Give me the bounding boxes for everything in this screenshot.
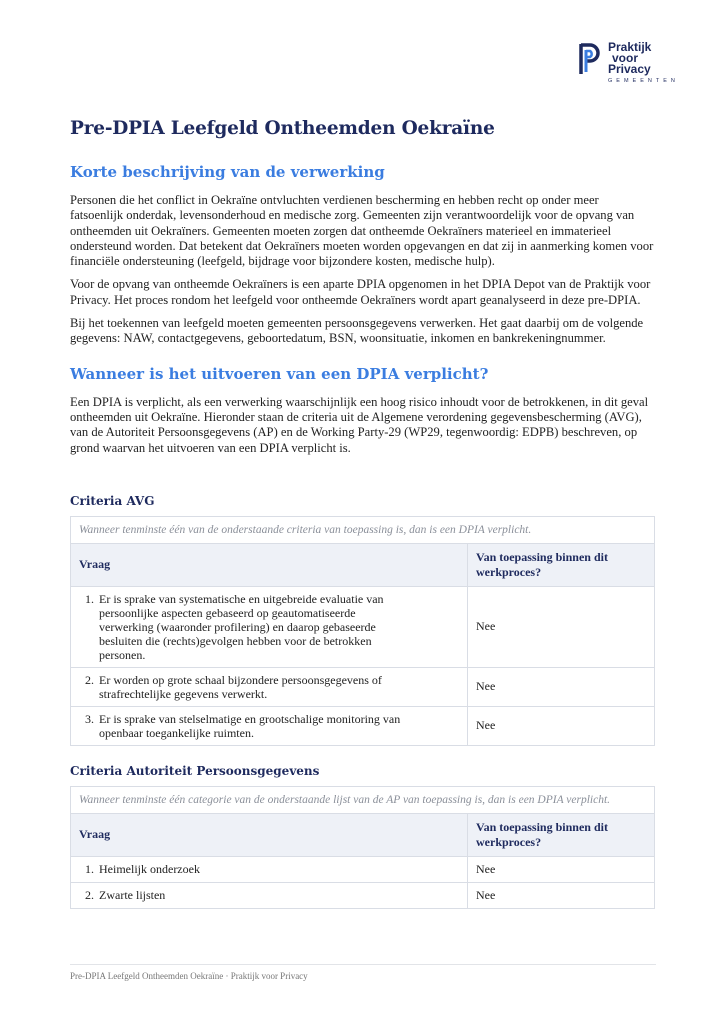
table-row: [71, 586, 655, 667]
column-header-question: Vraag: [71, 813, 468, 856]
answer-cell: Nee: [468, 882, 655, 908]
row-number: 1.: [85, 591, 94, 606]
paragraph: Personen die het conflict in Oekraïne ontvluchten verdienen bescherming en hebben recht op onder meer fatsoenlijk onderdak, levensonderhoud en medische zorg. Gemeenten zijn verantwoordelijk voor de opvang van ontheemden uit Oekraïners. Gemeenten moeten zorgen dat ontheemde Oekraïners materieel en immaterieel ondersteund worden. Dat betekent dat Oekraïners moeten worden opgevangen en dat zij in aanmerking komen voor financiële ondersteuning (leefgeld, bijdrage voor bijzondere kosten, medische hulp).: [70, 193, 654, 269]
document-body: [70, 118, 655, 909]
logo: [578, 40, 698, 90]
table-heading-avg: Criteria AVG: [70, 493, 155, 508]
logo-subtitle: GEMEENTEN: [608, 78, 679, 84]
table-row: [71, 856, 655, 882]
paragraph: Een DPIA is verplicht, als een verwerking waarschijnlijk een hoog risico inhoudt voor de betrokkenen, in dit geval ontheemden uit Oekraïne. Hieronder staan de criteria uit de Algemene verordening gegevensbescherming (AVG), van de Autoriteit Persoonsgegevens (AP) en de Working Party-29 (WP29, tegenwoordig: EDPB) beschreven, op grond waarvan het uitvoeren van een DPIA verplicht is.: [70, 394, 649, 455]
question-text: Er is sprake van systematische en uitgebreide evaluatie van persoonlijke aspecten gebaseerd op geautomatiseerde verwerking (waaronder profilering) en daarop gebaseerde besluiten die (rechts)gevolgen hebben voor de betrokken personen.: [99, 591, 384, 662]
column-header-applicable: Van toepassing binnen dit werkproces?: [468, 543, 655, 586]
logo-p-icon: [578, 42, 602, 76]
question-text: Zwarte lijsten: [99, 888, 166, 903]
answer-cell: Nee: [468, 706, 655, 745]
paragraph: Bij het toekennen van leefgeld moeten gemeenten persoonsgegevens verwerken. Het gaat daarbij om de volgende gegevens: NAW, contactgegevens, geboortedatum, BSN, woonsituatie, inkomen en bankrekeningnummer.: [70, 316, 644, 346]
criteria-ap-table: [70, 786, 655, 909]
table-note: Wanneer tenminste één categorie van de onderstaande lijst van de AP van toepassing is, dan is een DPIA verplicht.: [71, 786, 655, 813]
question-text: Er is sprake van stelselmatige en grootschalige monitoring van openbaar toegankelijke ruimten.: [99, 711, 401, 740]
table-row: [71, 706, 655, 745]
paragraph: Voor de opvang van ontheemde Oekraïners is een aparte DPIA opgenomen in het DPIA Depot van de Praktijk voor Privacy. Het proces rondom het leefgeld voor ontheemde Oekraïners wordt apart geanalyseerd in deze pre-DPIA.: [70, 277, 651, 307]
row-number: 3.: [85, 711, 94, 726]
table-heading-ap: Criteria Autoriteit Persoonsgegevens: [70, 763, 320, 778]
answer-cell: Nee: [468, 586, 655, 667]
table-row: [71, 882, 655, 908]
question-text: Heimelijk onderzoek: [99, 862, 200, 877]
section-heading-dpia-required: Wanneer is het uitvoeren van een DPIA verplicht?: [70, 364, 489, 383]
table-note: Wanneer tenminste één van de onderstaande criteria van toepassing is, dan is een DPIA verplicht.: [71, 516, 655, 543]
column-header-question: Vraag: [71, 543, 468, 586]
column-header-applicable: Van toepassing binnen dit werkproces?: [468, 813, 655, 856]
logo-wordmark: Praktijk voor Privacy: [608, 40, 652, 76]
answer-cell: Nee: [468, 667, 655, 706]
page-title: Pre-DPIA Leefgeld Ontheemden Oekraïne: [70, 118, 495, 139]
page-footer: Pre-DPIA Leefgeld Ontheemden Oekraïne · Praktijk voor Privacy: [70, 964, 656, 981]
row-number: 2.: [85, 888, 94, 903]
question-text: Er worden op grote schaal bijzondere persoonsgegevens of strafrechtelijke gegevens verwerkt.: [99, 672, 382, 701]
section-heading-description: Korte beschrijving van de verwerking: [70, 163, 385, 181]
row-number: 1.: [85, 862, 94, 877]
answer-cell: Nee: [468, 856, 655, 882]
criteria-avg-table: [70, 516, 655, 746]
row-number: 2.: [85, 672, 94, 687]
table-row: [71, 667, 655, 706]
